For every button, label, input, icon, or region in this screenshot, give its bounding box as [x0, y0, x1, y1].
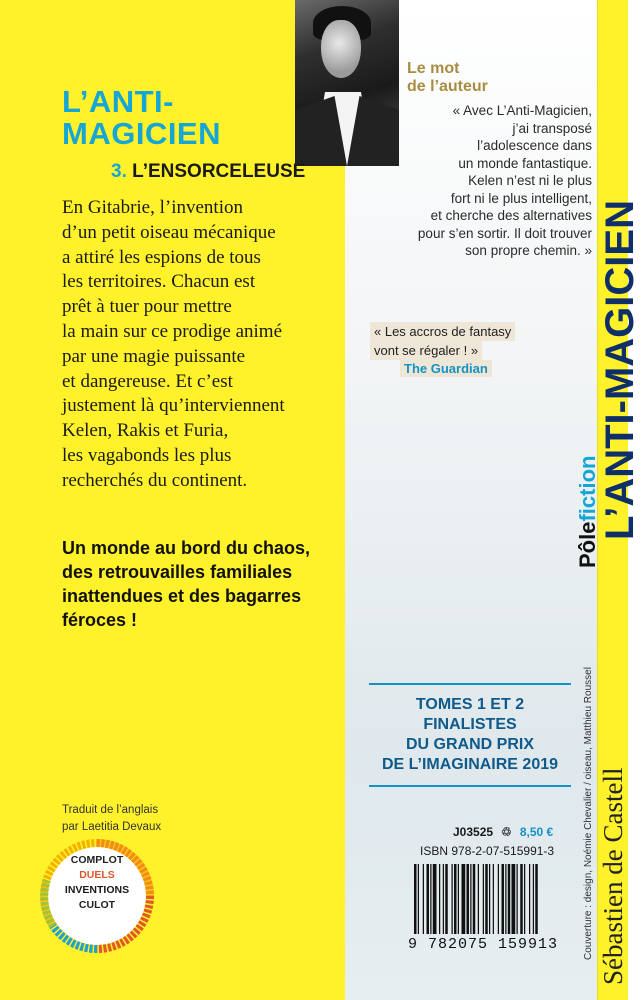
quote-line: l’adolescence dans [477, 138, 592, 153]
brand-fiction: fiction [575, 455, 600, 522]
barcode-bar [462, 864, 466, 934]
product-code-line [453, 825, 553, 839]
tagline [62, 536, 344, 632]
barcode-bar [483, 864, 484, 934]
barcode-bar [520, 864, 523, 934]
summary-line: recherchés du continent. [62, 469, 248, 491]
book-title [62, 86, 221, 150]
tagline-line: Un monde au bord du chaos, [62, 538, 311, 558]
barcode-bar [452, 864, 453, 934]
summary-line: En Gitabrie, l’invention [62, 197, 243, 218]
barcode-bar [493, 864, 494, 934]
price: 8,50 € [519, 825, 554, 839]
summary-line: justement là qu’interviennent [62, 395, 285, 417]
barcode-bar [533, 864, 534, 934]
translator-line-2: par Laetitia Devaux [62, 821, 162, 833]
badge-labels [39, 853, 155, 913]
quote-line: pour s’en sortir. Il doit trouver [417, 225, 592, 241]
summary-line: les territoires. Chacun est [62, 271, 256, 293]
summary-line: d’un petit oiseau mécanique [62, 221, 276, 243]
tagline-line: inattendues et des bagarres [62, 586, 302, 606]
barcode-bar [512, 864, 516, 934]
recycle-icon: ♲ [501, 825, 512, 839]
barcode-bar [439, 864, 440, 934]
product-code: J03525 [453, 825, 494, 839]
quote-line: j’ai transposé [512, 120, 592, 136]
volume-name: L’ENSORCELEUSE [132, 161, 306, 182]
tagline-line: des retrouvailles familiales [62, 562, 293, 582]
press-quote-line-2: vont se régaler ! » [370, 341, 482, 360]
barcode-bar [423, 864, 424, 934]
translator-credit [62, 802, 161, 836]
barcode-bar [535, 864, 538, 934]
barcode-bar [508, 864, 511, 934]
barcode-bar [498, 864, 499, 934]
summary-line: et dangereuse. Et c’est [62, 370, 233, 392]
barcode-bar [454, 864, 457, 934]
summary-line: Kelen, Rakis et Furia, [62, 420, 229, 442]
barcode-bar [445, 864, 448, 934]
summary-line: la main sur ce prodige animé [62, 320, 283, 342]
press-quote-source: The Guardian [400, 360, 492, 377]
prize-banner [369, 683, 571, 787]
isbn: ISBN 978-2-07-515991-3 [420, 844, 555, 858]
press-quote-line-1: « Les accros de fantasy [370, 322, 515, 341]
author-face [321, 20, 361, 78]
barcode-bar [524, 864, 525, 934]
volume-subtitle [111, 161, 305, 183]
quote-line: et cherche des alternatives [430, 208, 592, 223]
barcode-bar [485, 864, 488, 934]
barcode-bar [505, 864, 506, 934]
prize-line: DE L’IMAGINAIRE 2019 [381, 756, 559, 773]
barcode-bar [478, 864, 479, 934]
barcode-bar [502, 864, 505, 934]
title-line-1: L’ANTI- [62, 84, 174, 119]
barcode-icon [414, 864, 576, 934]
prize-line: DU GRAND PRIX [405, 736, 534, 753]
barcode-bar [467, 864, 470, 934]
brand-pole: Pôle [575, 521, 600, 568]
quote-line: « Avec L’Anti-Magicien, [452, 103, 592, 118]
summary-line: par une magie puissante [62, 345, 246, 367]
summary-line: a attiré les espions de tous [62, 246, 261, 268]
tagline-line: féroces ! [62, 610, 138, 630]
barcode-bar [489, 864, 490, 934]
author-heading-line-2: de l’auteur [407, 78, 488, 95]
summary-line: les vagabonds les plus [62, 444, 232, 466]
quote-line: un monde fantastique. [458, 155, 592, 171]
barcode-bar [529, 864, 530, 934]
volume-number: 3. [111, 161, 127, 182]
quote-line: fort ni le plus intelligent, [450, 190, 592, 206]
quote-line: Kelen n’est ni le plus [468, 173, 592, 188]
badge-label: INVENTIONS [64, 884, 130, 896]
translator-line-1: Traduit de l’anglais [62, 804, 159, 816]
summary-text [62, 196, 344, 494]
barcode-bar [433, 864, 437, 934]
barcode-bar [517, 864, 518, 934]
quote-line: son propre chemin. » [465, 243, 592, 258]
spine-author: Sébastien de Castell [598, 767, 628, 985]
prize-line: FINALISTES [423, 716, 517, 733]
barcode-bar [443, 864, 444, 934]
barcode-bar [414, 864, 417, 934]
spine-title: L’ANTI-MAGICIEN [598, 200, 642, 540]
author-heading-line-1: Le mot [407, 60, 460, 77]
prize-line: TOMES 1 ET 2 [415, 696, 525, 713]
badge-label: DUELS [79, 869, 115, 881]
author-note-heading [407, 60, 488, 96]
barcode-digits: 9 782075 159913 [408, 936, 559, 953]
barcode-bar [458, 864, 459, 934]
barcode-bar [470, 864, 471, 934]
summary-line: prêt à tuer pour mettre [62, 296, 232, 318]
press-quote [370, 322, 560, 378]
barcode-bar [418, 864, 419, 934]
badge-label: CULOT [78, 899, 116, 911]
author-quote [382, 102, 592, 260]
barcode-bar [427, 864, 430, 934]
cover-credits: Couverture : design, Noémie Chevalier / oiseau, Matthieu Roussel [583, 667, 594, 960]
title-line-2: MAGICIEN [62, 116, 221, 151]
barcode-bar [430, 864, 431, 934]
barcode-bar [473, 864, 476, 934]
badge-label: COMPLOT [70, 854, 124, 866]
